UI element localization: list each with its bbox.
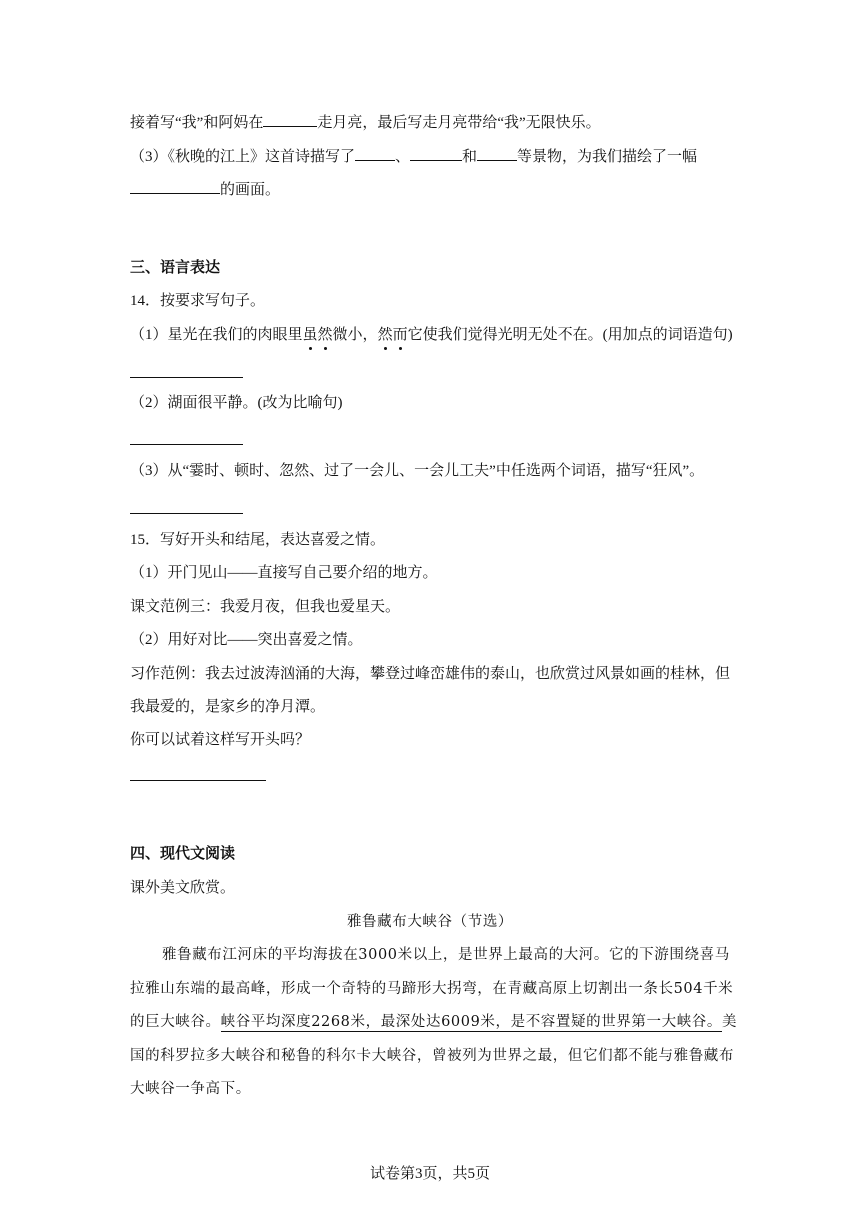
- article-line: [130, 1012, 737, 1032]
- q13-p3-text-c: 的画面。: [220, 182, 281, 198]
- q13-p3-text-a: （3）《秋晚的江上》这首诗描写了: [130, 149, 356, 165]
- section4-intro: 课外美文欣赏。: [130, 880, 236, 896]
- article-line: 大峡谷一争高下。: [130, 1081, 251, 1097]
- q14-part2: （2）湖面很平静。(改为比喻句): [130, 395, 343, 411]
- q13-p3-text-b: 等景物，为我们描绘了一幅: [517, 149, 698, 165]
- q15-example1: 课文范例三：我爱月夜，但我也爱星天。: [130, 599, 401, 615]
- q14-part3: （3）从“霎时、顿时、忽然、过了一会儿、一会儿工夫”中任选两个词语，描写“狂风”。: [130, 463, 705, 479]
- article-text: 美: [722, 1014, 738, 1030]
- answer-line[interactable]: [130, 444, 243, 445]
- answer-blank[interactable]: [477, 146, 517, 161]
- q15-stem: 15．写好开头和结尾，表达喜爱之情。: [130, 532, 386, 548]
- dotted-char: 然: [377, 327, 393, 343]
- dotted-char: 虽: [302, 327, 318, 343]
- underlined-sentence: 峡谷平均深度2268米，最深处达6009米，是不容置疑的世界第一大峡谷。: [220, 1014, 723, 1030]
- section3-heading: 三、语言表达: [130, 260, 221, 276]
- answer-blank[interactable]: [263, 112, 317, 127]
- page-footer: 试卷第3页，共5页: [369, 1166, 490, 1182]
- q13-part3-cont: [130, 179, 280, 200]
- q13-line2: [130, 112, 601, 133]
- answer-line[interactable]: [130, 377, 243, 378]
- q15-example2-line2: 我最爱的，是家乡的净月潭。: [130, 699, 326, 715]
- q14-p1-text-b: 微小，: [332, 327, 378, 343]
- q14-p1-text-c: 它使我们觉得光明无处不在。(用加点的词语造句): [407, 327, 733, 343]
- q13-p3-sep: 、: [395, 149, 411, 165]
- article-line: 国的科罗拉多大峡谷和秘鲁的科尔卡大峡谷，曾被列为世界之最，但它们都不能与雅鲁藏布: [130, 1048, 734, 1064]
- answer-line[interactable]: [130, 780, 266, 781]
- q14-stem: 14．按要求写句子。: [130, 293, 266, 309]
- q15-part2: （2）用好对比——突出喜爱之情。: [130, 632, 363, 648]
- q13-line2-text-a: 接着写“我”和阿妈在: [130, 115, 264, 131]
- q15-part1: （1）开门见山——直接写自己要介绍的地方。: [130, 565, 438, 581]
- answer-blank[interactable]: [355, 146, 395, 161]
- q15-example2-line1: 习作范例：我去过波涛汹涌的大海，攀登过峰峦雄伟的泰山，也欣赏过风景如画的桂林，但: [130, 666, 731, 682]
- article-line: 拉雅山东端的最高峰，形成一个奇特的马蹄形大拐弯，在青藏高原上切割出一条长504千米: [130, 981, 734, 997]
- q13-p3-and: 和: [462, 149, 478, 165]
- dotted-char: 而: [392, 327, 408, 343]
- section4-heading: 四、现代文阅读: [130, 846, 236, 862]
- q13-part3: [130, 146, 697, 167]
- article-line: 雅鲁藏布江河床的平均海拔在3000米以上，是世界上最高的大河。它的下游围绕喜马: [162, 947, 730, 963]
- article-title: 雅鲁藏布大峡谷（节选）: [346, 914, 514, 930]
- answer-line[interactable]: [130, 513, 243, 514]
- q14-p1-text-a: （1）星光在我们的肉眼里: [130, 327, 303, 343]
- dotted-char: 然: [317, 327, 333, 343]
- q13-line2-text-b: 走月亮，最后写走月亮带给“我”无限快乐。: [317, 115, 601, 131]
- article-text: 的巨大峡谷。: [130, 1014, 221, 1030]
- q15-prompt: 你可以试着这样写开头吗？: [130, 732, 311, 748]
- q14-part1: [130, 325, 733, 345]
- answer-blank[interactable]: [410, 146, 462, 161]
- answer-blank[interactable]: [130, 179, 220, 194]
